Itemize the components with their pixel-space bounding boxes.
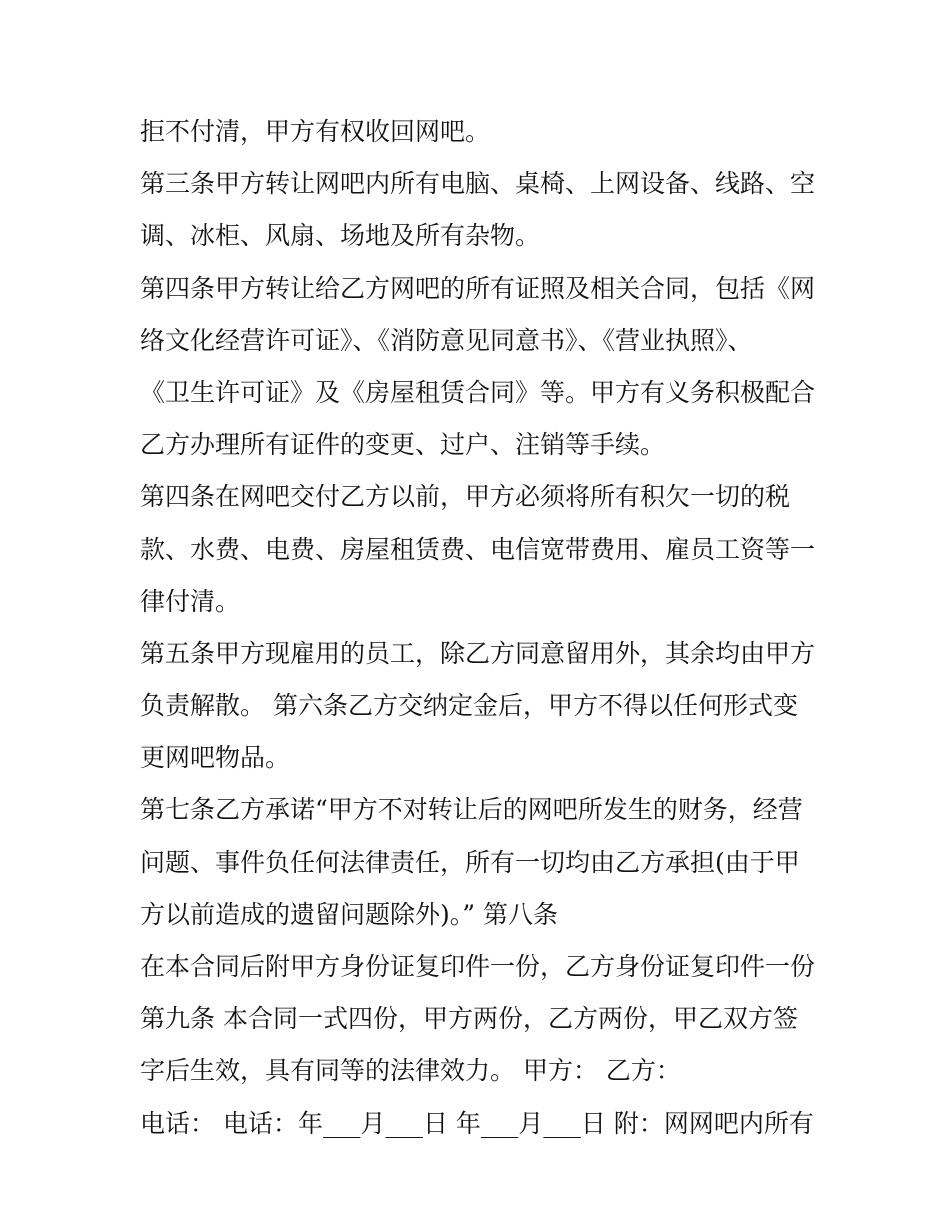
contract-body	[140, 106, 820, 1150]
text-line: 拒不付清，甲方有权收回网吧。	[140, 117, 491, 146]
text-line: 第九条 本合同一式四份，甲方两份，乙方两份，甲乙双方签	[140, 1004, 798, 1034]
text-line: 络文化经营许可证》、《消防意见同意书》、《营业执照》、	[140, 325, 753, 355]
text-line: 乙方办理所有证件的变更、过户、注销等手续。	[140, 430, 666, 460]
text-line: 第三条甲方转让网吧内所有电脑、桌椅、上网设备、线路、空	[140, 169, 816, 199]
text-line: 第七条乙方承诺“甲方不对转让后的网吧所发生的财务，经营	[140, 795, 803, 825]
text-line: 第五条甲方现雇用的员工，除乙方同意留用外，其余均由甲方	[140, 638, 816, 668]
text-line: 字后生效，具有同等的法律效力。 甲方： 乙方：	[140, 1056, 681, 1086]
text-line: 电话： 电话：年___月___日 年___月___日 附：网网吧内所有	[140, 1108, 814, 1138]
text-line: 在本合同后附甲方身份证复印件一份，乙方身份证复印件一份	[140, 952, 816, 981]
text-line: 更网吧物品。	[140, 743, 291, 773]
text-line: 《卫生许可证》及《房屋租赁合同》等。甲方有义务积极配合	[140, 377, 816, 407]
text-line: 调、冰柜、风扇、场地及所有杂物。	[140, 221, 541, 251]
text-line: 律付清。	[140, 586, 241, 616]
text-line: 问题、事件负任何法律责任，所有一切均由乙方承担(由于甲	[140, 847, 800, 877]
text-line: 款、水费、电费、房屋租赁费、电信宽带费用、雇员工资等一	[140, 534, 816, 564]
text-line: 第四条在网吧交付乙方以前，甲方必须将所有积欠一切的税	[140, 482, 791, 512]
text-line: 方以前造成的遗留问题除外)。” 第八条	[140, 899, 558, 929]
text-line: 第四条甲方转让给乙方网吧的所有证照及相关合同，包括《网	[140, 273, 816, 303]
text-line: 负责解散。 第六条乙方交纳定金后，甲方不得以任何形式变	[140, 691, 798, 721]
